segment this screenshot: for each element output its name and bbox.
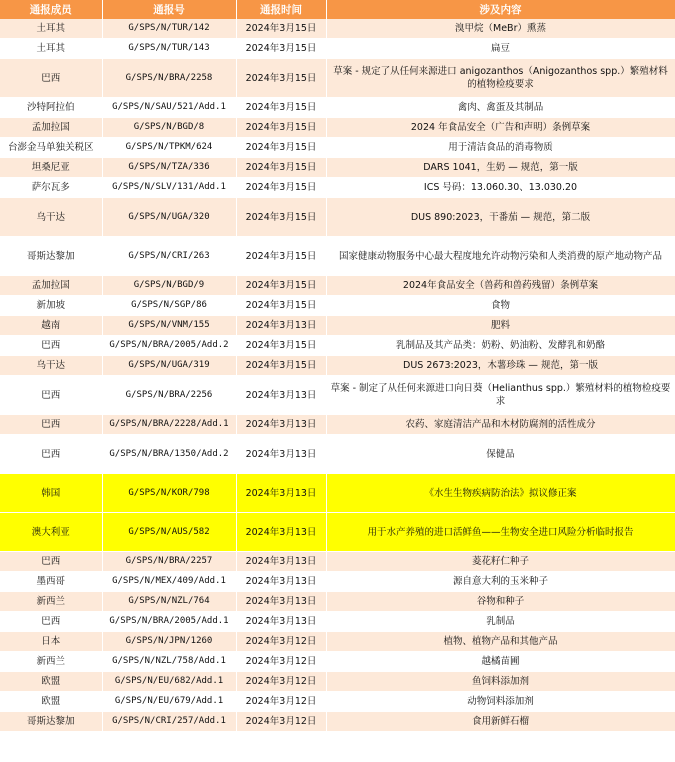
cell-number: G/SPS/N/SAU/521/Add.1 bbox=[102, 98, 236, 118]
cell-content: DUS 2673:2023，木薯珍珠 — 规范，第一版 bbox=[326, 356, 675, 376]
table-row bbox=[0, 552, 675, 572]
cell-member: 新加坡 bbox=[0, 296, 102, 316]
table-row bbox=[0, 98, 675, 118]
table-row bbox=[0, 19, 675, 39]
cell-content: 《水生生物疾病防治法》拟议修正案 bbox=[326, 474, 675, 513]
cell-content: 食物 bbox=[326, 296, 675, 316]
cell-number: G/SPS/N/TZA/336 bbox=[102, 158, 236, 178]
table-row bbox=[0, 632, 675, 652]
cell-content: 草案 - 规定了从任何来源进口 anigozanthos（Anigozanthos spp.）繁殖材料的植物检疫要求 bbox=[326, 59, 675, 98]
table-row bbox=[0, 59, 675, 98]
table-row bbox=[0, 376, 675, 415]
cell-member: 巴西 bbox=[0, 376, 102, 415]
table-row bbox=[0, 39, 675, 59]
cell-date: 2024年3月15日 bbox=[236, 296, 326, 316]
cell-number: G/SPS/N/CRI/257/Add.1 bbox=[102, 712, 236, 732]
cell-content: 乳制品及其产品类：奶粉、奶油粉、发酵乳和奶酪 bbox=[326, 336, 675, 356]
cell-number: G/SPS/N/CRI/263 bbox=[102, 237, 236, 276]
cell-number: G/SPS/N/MEX/409/Add.1 bbox=[102, 572, 236, 592]
cell-content: 食用新鲜石榴 bbox=[326, 712, 675, 732]
cell-member: 沙特阿拉伯 bbox=[0, 98, 102, 118]
cell-member: 欧盟 bbox=[0, 672, 102, 692]
table-row bbox=[0, 296, 675, 316]
cell-content: 植物、植物产品和其他产品 bbox=[326, 632, 675, 652]
table-row bbox=[0, 336, 675, 356]
cell-member: 巴西 bbox=[0, 336, 102, 356]
header-number: 通报号 bbox=[102, 0, 236, 19]
table-row bbox=[0, 592, 675, 612]
table-row bbox=[0, 356, 675, 376]
cell-number: G/SPS/N/BRA/2258 bbox=[102, 59, 236, 98]
cell-number: G/SPS/N/BRA/2005/Add.1 bbox=[102, 612, 236, 632]
cell-content: 动物饲料添加剂 bbox=[326, 692, 675, 712]
table-row bbox=[0, 138, 675, 158]
cell-content: 保健品 bbox=[326, 435, 675, 474]
cell-content: 用于水产养殖的进口活鲜鱼——生物安全进口风险分析临时报告 bbox=[326, 513, 675, 552]
cell-date: 2024年3月15日 bbox=[236, 198, 326, 237]
cell-number: G/SPS/N/BRA/2256 bbox=[102, 376, 236, 415]
cell-member: 坦桑尼亚 bbox=[0, 158, 102, 178]
cell-number: G/SPS/N/SLV/131/Add.1 bbox=[102, 178, 236, 198]
table-row bbox=[0, 178, 675, 198]
cell-number: G/SPS/N/BGD/9 bbox=[102, 276, 236, 296]
table-row bbox=[0, 612, 675, 632]
cell-content: ICS 号码：13.060.30、13.030.20 bbox=[326, 178, 675, 198]
table-row bbox=[0, 198, 675, 237]
cell-content: 源自意大利的玉米种子 bbox=[326, 572, 675, 592]
cell-date: 2024年3月15日 bbox=[236, 356, 326, 376]
cell-content: 用于清洁食品的消毒物质 bbox=[326, 138, 675, 158]
cell-date: 2024年3月13日 bbox=[236, 316, 326, 336]
cell-member: 韩国 bbox=[0, 474, 102, 513]
cell-content: 国家健康动物服务中心最大程度地允许动物污染和人类消费的原产地动物产品 bbox=[326, 237, 675, 276]
cell-number: G/SPS/N/TUR/142 bbox=[102, 19, 236, 39]
cell-number: G/SPS/N/NZL/764 bbox=[102, 592, 236, 612]
cell-date: 2024年3月13日 bbox=[236, 474, 326, 513]
cell-date: 2024年3月12日 bbox=[236, 632, 326, 652]
cell-member: 巴西 bbox=[0, 612, 102, 632]
cell-content: 乳制品 bbox=[326, 612, 675, 632]
table-row bbox=[0, 652, 675, 672]
cell-content: 农药、家庭清洁产品和木材防腐剂的活性成分 bbox=[326, 415, 675, 435]
header-content: 涉及内容 bbox=[326, 0, 675, 19]
cell-member: 乌干达 bbox=[0, 198, 102, 237]
table-row bbox=[0, 118, 675, 138]
cell-date: 2024年3月13日 bbox=[236, 552, 326, 572]
cell-content: 禽肉、禽蛋及其制品 bbox=[326, 98, 675, 118]
cell-number: G/SPS/N/BRA/2257 bbox=[102, 552, 236, 572]
cell-number: G/SPS/N/UGA/320 bbox=[102, 198, 236, 237]
cell-content: DARS 1041，生奶 — 规范，第一版 bbox=[326, 158, 675, 178]
cell-number: G/SPS/N/BRA/2228/Add.1 bbox=[102, 415, 236, 435]
cell-member: 巴西 bbox=[0, 415, 102, 435]
cell-member: 巴西 bbox=[0, 435, 102, 474]
cell-date: 2024年3月15日 bbox=[236, 336, 326, 356]
cell-member: 土耳其 bbox=[0, 39, 102, 59]
cell-date: 2024年3月15日 bbox=[236, 98, 326, 118]
table-row bbox=[0, 237, 675, 276]
cell-date: 2024年3月15日 bbox=[236, 59, 326, 98]
cell-member: 孟加拉国 bbox=[0, 276, 102, 296]
cell-member: 新西兰 bbox=[0, 592, 102, 612]
table-row bbox=[0, 474, 675, 513]
header-date: 通报时间 bbox=[236, 0, 326, 19]
header-row bbox=[0, 0, 675, 19]
cell-date: 2024年3月13日 bbox=[236, 376, 326, 415]
table-row bbox=[0, 572, 675, 592]
cell-date: 2024年3月15日 bbox=[236, 178, 326, 198]
cell-date: 2024年3月15日 bbox=[236, 39, 326, 59]
table-row bbox=[0, 712, 675, 732]
table-row bbox=[0, 692, 675, 712]
cell-member: 巴西 bbox=[0, 552, 102, 572]
cell-date: 2024年3月13日 bbox=[236, 612, 326, 632]
cell-member: 澳大利亚 bbox=[0, 513, 102, 552]
cell-member: 哥斯达黎加 bbox=[0, 712, 102, 732]
cell-date: 2024年3月13日 bbox=[236, 513, 326, 552]
cell-date: 2024年3月12日 bbox=[236, 672, 326, 692]
cell-content: 2024年食品安全（兽药和兽药残留）条例草案 bbox=[326, 276, 675, 296]
cell-number: G/SPS/N/JPN/1260 bbox=[102, 632, 236, 652]
cell-number: G/SPS/N/SGP/86 bbox=[102, 296, 236, 316]
cell-date: 2024年3月15日 bbox=[236, 19, 326, 39]
table-row bbox=[0, 316, 675, 336]
cell-number: G/SPS/N/TPKM/624 bbox=[102, 138, 236, 158]
cell-number: G/SPS/N/VNM/155 bbox=[102, 316, 236, 336]
cell-date: 2024年3月13日 bbox=[236, 415, 326, 435]
cell-content: 谷物和种子 bbox=[326, 592, 675, 612]
cell-member: 日本 bbox=[0, 632, 102, 652]
cell-date: 2024年3月13日 bbox=[236, 592, 326, 612]
table-row bbox=[0, 513, 675, 552]
cell-member: 土耳其 bbox=[0, 19, 102, 39]
cell-date: 2024年3月15日 bbox=[236, 276, 326, 296]
cell-content: 草案 - 制定了从任何来源进口向日葵（Helianthus spp.）繁殖材料的植物检疫要求 bbox=[326, 376, 675, 415]
cell-number: G/SPS/N/BGD/8 bbox=[102, 118, 236, 138]
cell-content: 鱼饲料添加剂 bbox=[326, 672, 675, 692]
cell-number: G/SPS/N/KOR/798 bbox=[102, 474, 236, 513]
cell-number: G/SPS/N/EU/679/Add.1 bbox=[102, 692, 236, 712]
cell-content: 2024 年食品安全（广告和声明）条例草案 bbox=[326, 118, 675, 138]
table-row bbox=[0, 415, 675, 435]
table-row bbox=[0, 276, 675, 296]
cell-date: 2024年3月15日 bbox=[236, 158, 326, 178]
cell-number: G/SPS/N/UGA/319 bbox=[102, 356, 236, 376]
cell-date: 2024年3月12日 bbox=[236, 692, 326, 712]
cell-date: 2024年3月15日 bbox=[236, 118, 326, 138]
cell-member: 新西兰 bbox=[0, 652, 102, 672]
cell-date: 2024年3月15日 bbox=[236, 138, 326, 158]
table-body bbox=[0, 19, 675, 732]
cell-number: G/SPS/N/TUR/143 bbox=[102, 39, 236, 59]
cell-member: 萨尔瓦多 bbox=[0, 178, 102, 198]
cell-number: G/SPS/N/NZL/758/Add.1 bbox=[102, 652, 236, 672]
cell-date: 2024年3月13日 bbox=[236, 435, 326, 474]
cell-content: 越橘苗圃 bbox=[326, 652, 675, 672]
cell-member: 欧盟 bbox=[0, 692, 102, 712]
cell-member: 孟加拉国 bbox=[0, 118, 102, 138]
cell-number: G/SPS/N/BRA/2005/Add.2 bbox=[102, 336, 236, 356]
cell-member: 越南 bbox=[0, 316, 102, 336]
table-row bbox=[0, 672, 675, 692]
cell-date: 2024年3月12日 bbox=[236, 712, 326, 732]
cell-content: 菱花籽仁种子 bbox=[326, 552, 675, 572]
cell-content: DUS 890:2023，干番茄 — 规范，第二版 bbox=[326, 198, 675, 237]
header-member: 通报成员 bbox=[0, 0, 102, 19]
cell-date: 2024年3月15日 bbox=[236, 237, 326, 276]
cell-member: 墨西哥 bbox=[0, 572, 102, 592]
cell-number: G/SPS/N/AUS/582 bbox=[102, 513, 236, 552]
cell-date: 2024年3月13日 bbox=[236, 572, 326, 592]
cell-date: 2024年3月12日 bbox=[236, 652, 326, 672]
table-row bbox=[0, 158, 675, 178]
cell-content: 溴甲烷（MeBr）熏蒸 bbox=[326, 19, 675, 39]
cell-member: 巴西 bbox=[0, 59, 102, 98]
table-row bbox=[0, 435, 675, 474]
cell-number: G/SPS/N/EU/682/Add.1 bbox=[102, 672, 236, 692]
cell-content: 扁豆 bbox=[326, 39, 675, 59]
cell-member: 台澎金马单独关税区 bbox=[0, 138, 102, 158]
cell-number: G/SPS/N/BRA/1350/Add.2 bbox=[102, 435, 236, 474]
cell-member: 哥斯达黎加 bbox=[0, 237, 102, 276]
cell-content: 肥料 bbox=[326, 316, 675, 336]
cell-member: 乌干达 bbox=[0, 356, 102, 376]
